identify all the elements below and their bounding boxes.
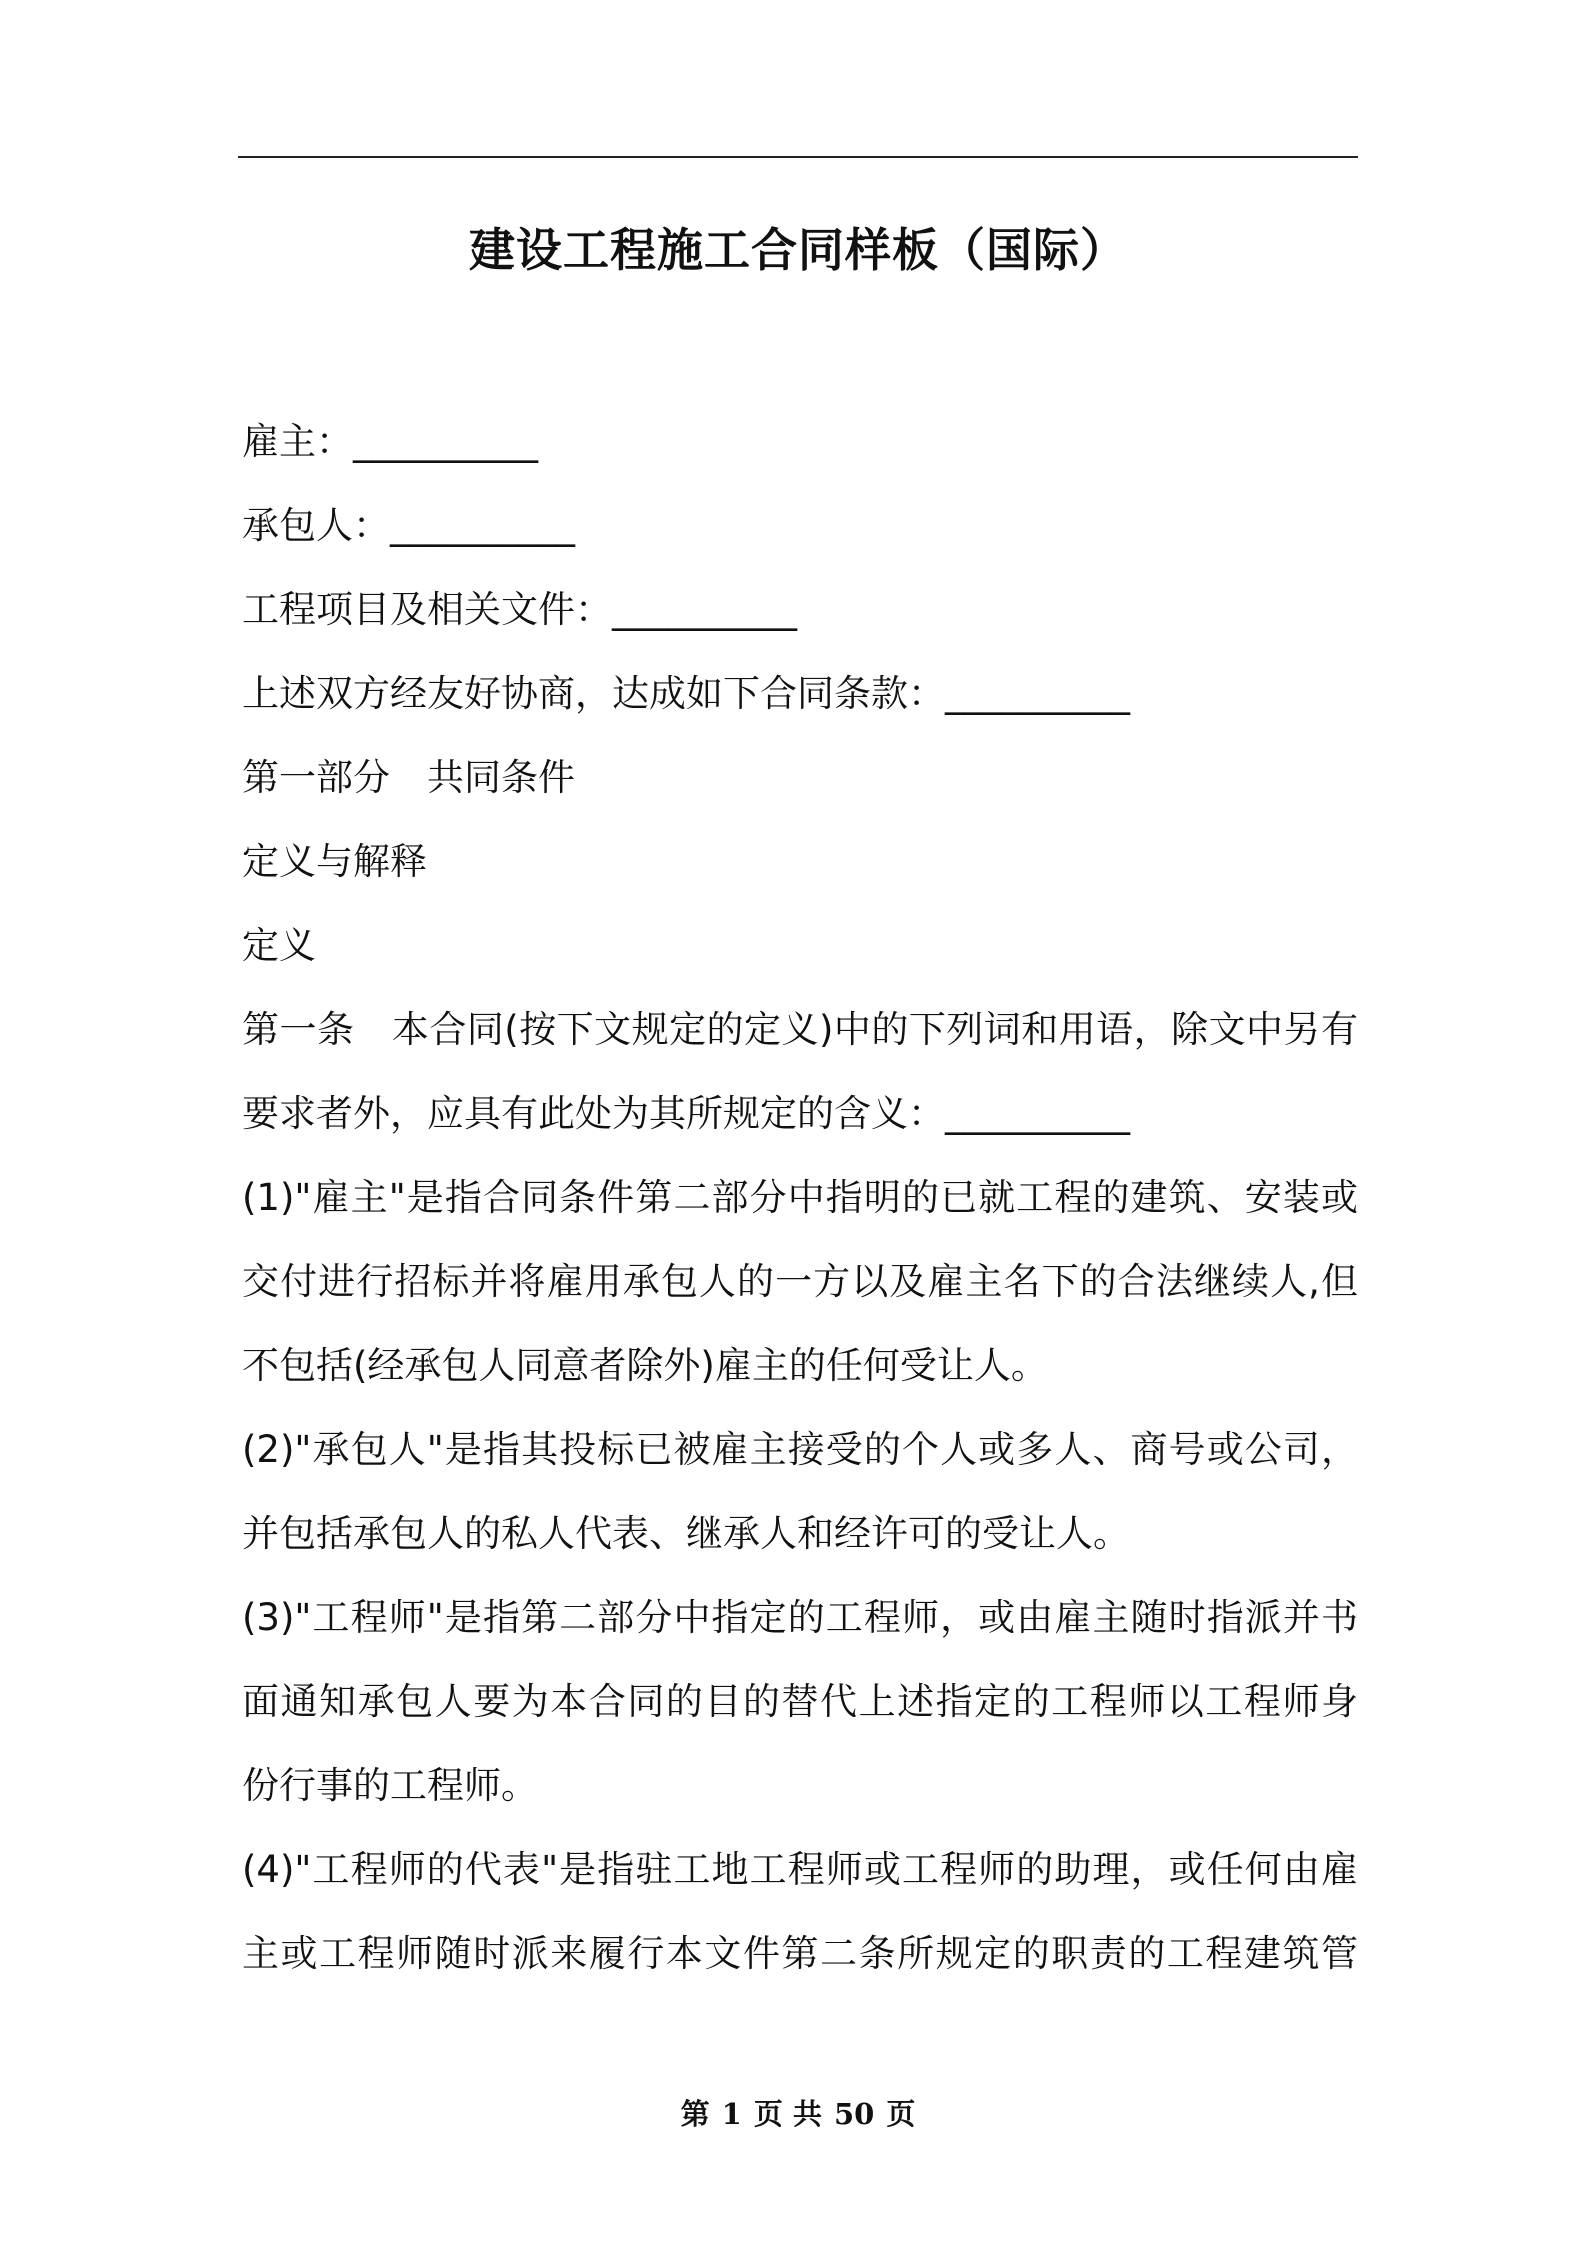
text-line: 雇主：__________ [242, 420, 538, 463]
footer-total-pages: 50 [833, 2097, 875, 2131]
document-title: 建设工程施工合同样板（国际） [469, 223, 1127, 277]
footer-prefix: 第 [680, 2097, 710, 2131]
text-line: 承包人：__________ [242, 504, 575, 547]
text-line: (4)"工程师的代表"是指驻工地工程师或工程师的助理，或任何由雇 [242, 1848, 1358, 1891]
text-line: 并包括承包人的私人代表、继承人和经许可的受让人。 [242, 1512, 1130, 1555]
document-body [242, 400, 1358, 1996]
text-line: 上述双方经友好协商，达成如下合同条款：__________ [242, 672, 1130, 715]
footer-page-number: 1 [721, 2097, 742, 2131]
text-line: (3)"工程师"是指第二部分中指定的工程师，或由雇主随时指派并书 [242, 1596, 1358, 1639]
text-line: (2)"承包人"是指其投标已被雇主接受的个人或多人、商号或公司， [242, 1428, 1358, 1471]
section-heading: 第一部分 共同条件 [242, 756, 575, 799]
footer-suffix: 页 [886, 2097, 916, 2131]
text-line: 不包括(经承包人同意者除外)雇主的任何受让人。 [242, 1344, 1048, 1387]
text-line: 份行事的工程师。 [242, 1764, 538, 1807]
text-line: 第一条 本合同(按下文规定的定义)中的下列词和用语，除文中另有 [242, 1008, 1358, 1051]
subsection-heading: 定义与解释 [242, 840, 427, 883]
text-line: 要求者外，应具有此处为其所规定的含义：__________ [242, 1092, 1130, 1135]
text-line: (1)"雇主"是指合同条件第二部分中指明的已就工程的建筑、安装或 [242, 1176, 1358, 1219]
header-rule [238, 156, 1358, 158]
text-line: 面通知承包人要为本合同的目的替代上述指定的工程师以工程师身 [242, 1680, 1358, 1723]
footer-middle: 页 共 [753, 2097, 822, 2131]
subsection-heading: 定义 [242, 924, 316, 967]
text-line: 工程项目及相关文件：__________ [242, 588, 797, 631]
page-footer [238, 2092, 1358, 2136]
text-line: 主或工程师随时派来履行本文件第二条所规定的职责的工程建筑管 [242, 1932, 1358, 1975]
text-line: 交付进行招标并将雇用承包人的一方以及雇主名下的合法继续人,但 [242, 1260, 1358, 1303]
